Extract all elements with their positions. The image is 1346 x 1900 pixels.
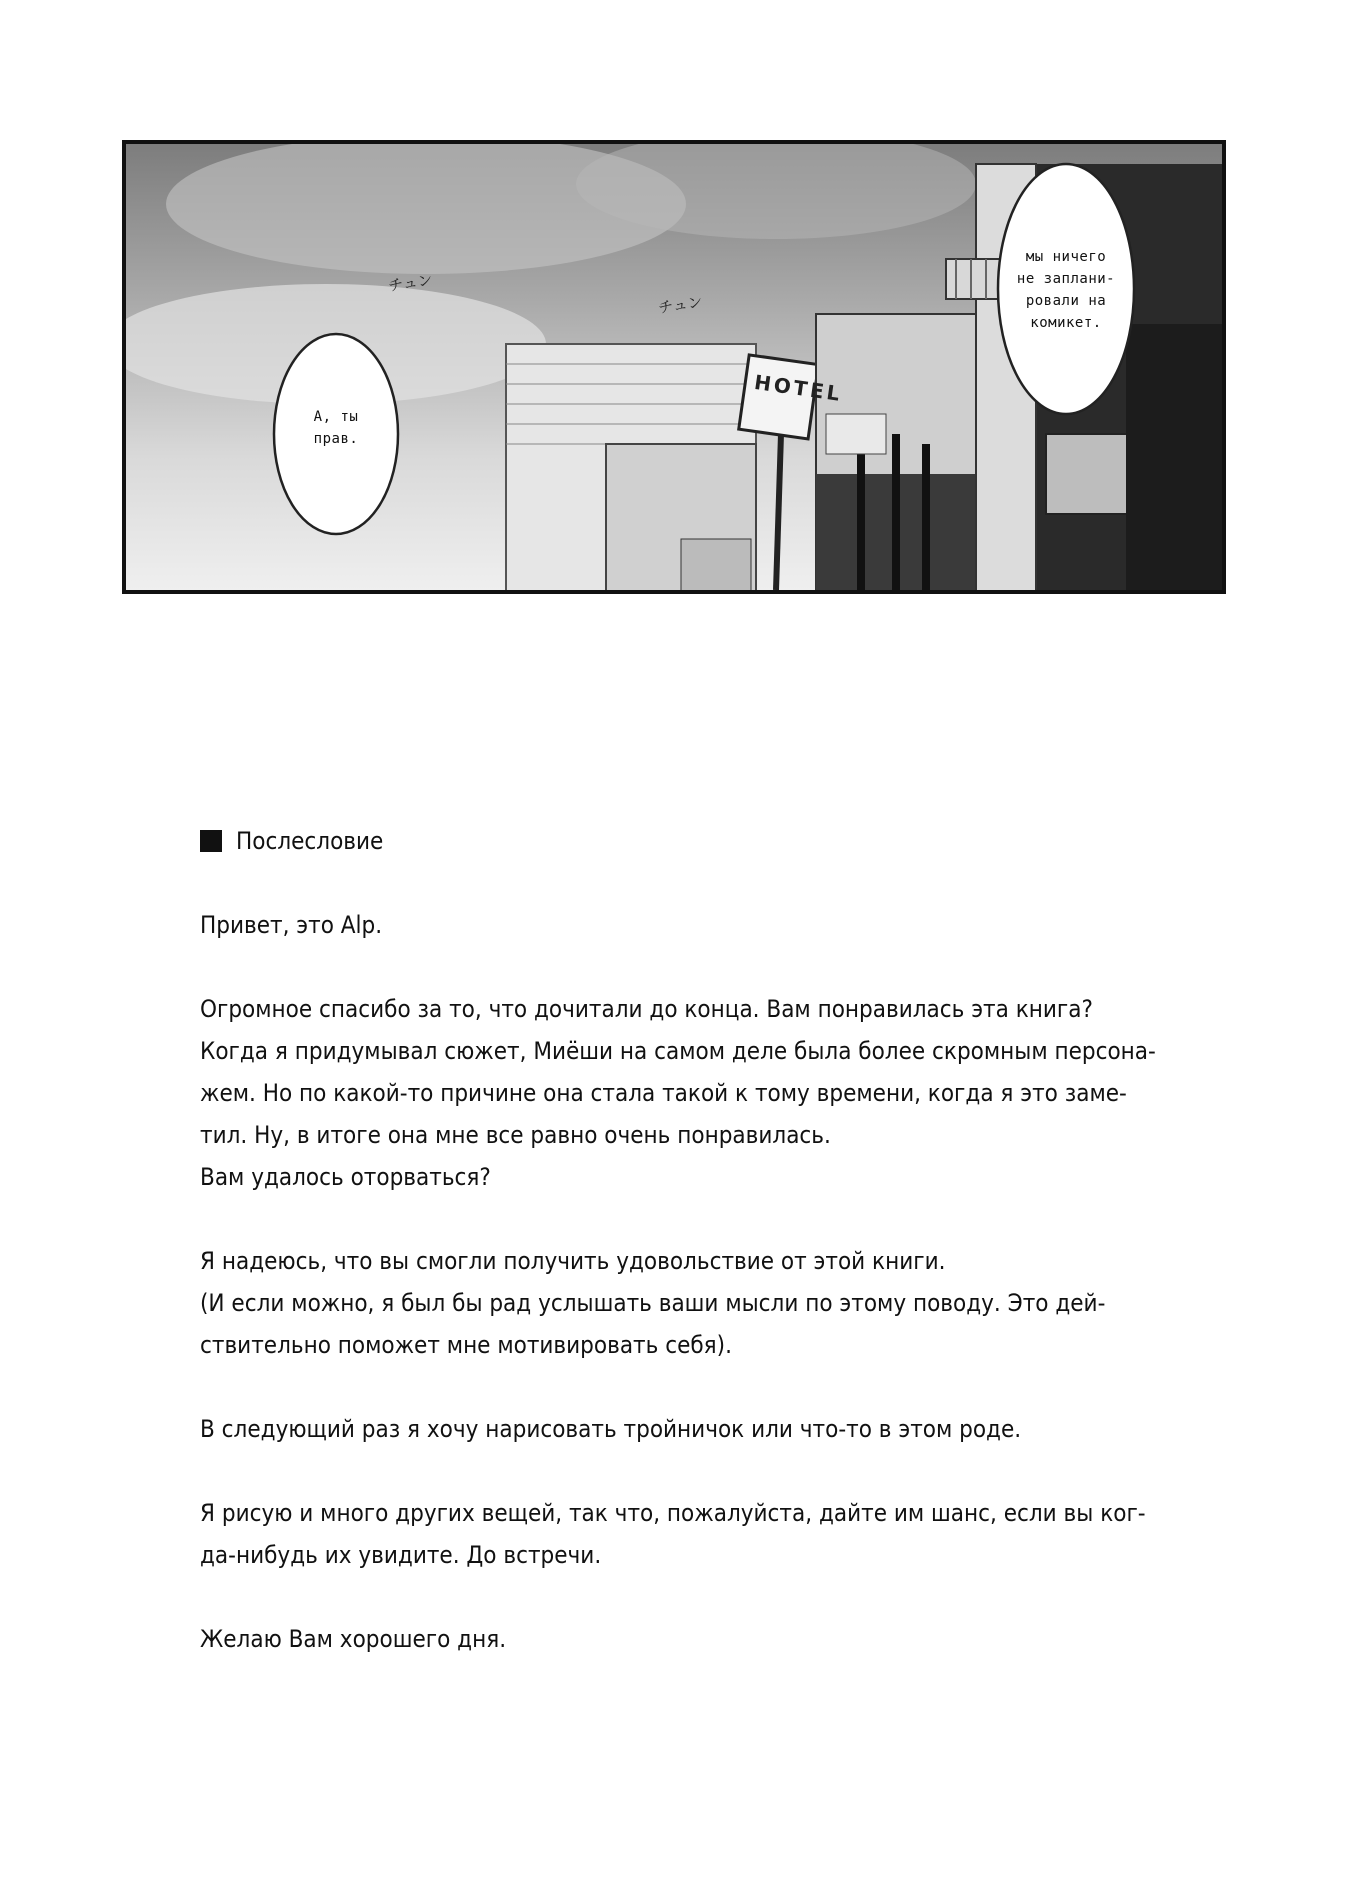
text-line: Огромное спасибо за то, что дочитали до конца. Вам понравилась эта книга? [200,995,1093,1023]
afterword-title: Послесловие [236,827,384,855]
bubble-line: не заплани- [1016,271,1116,287]
bubble-line: мы ничего [1025,249,1107,265]
bubble-line: А, ты [313,409,359,425]
city-illustration [126,144,1222,590]
sound-effect-2: チュン [657,292,704,318]
text-line: Я надеюсь, что вы смогли получить удовольствие от этой книги. [200,1247,946,1275]
bubble-line: прав. [313,431,359,447]
afterword-heading [200,820,1220,862]
hotel-sign: HOTEL [752,369,845,407]
paragraph [200,1408,1220,1450]
bubble-line: комикет. [1030,315,1102,331]
speech-bubble-right-text [998,246,1134,334]
text-line: Я рисую и много других вещей, так что, пожалуйста, дайте им шанс, если вы ког- [200,1499,1146,1527]
text-line: да-нибудь их увидите. До встречи. [200,1541,602,1569]
paragraph [200,1240,1220,1366]
afterword [200,820,1220,1702]
text-line: В следующий раз я хочу нарисовать тройничок или что-то в этом роде. [200,1415,1022,1443]
black-square-icon [200,830,222,852]
paragraph [200,904,1220,946]
text-line: Вам удалось оторваться? [200,1163,491,1191]
paragraph [200,988,1220,1198]
manga-panel [122,140,1226,594]
bubble-line: ровали на [1025,293,1107,309]
text-line: жем. Но по какой-то причине она стала такой к тому времени, когда я это заме- [200,1079,1127,1107]
paragraph [200,1618,1220,1660]
text-line: тил. Ну, в итоге она мне все равно очень понравилась. [200,1121,831,1149]
text-line: (И если можно, я был бы рад услышать ваши мысли по этому поводу. Это дей- [200,1289,1106,1317]
text-line: Когда я придумывал сюжет, Миёши на самом деле была более скромным персона- [200,1037,1156,1065]
paragraph [200,1492,1220,1576]
text-line: Желаю Вам хорошего дня. [200,1625,507,1653]
sound-effect-1: チュン [387,270,434,296]
text-line: ствительно поможет мне мотивировать себя). [200,1331,732,1359]
speech-bubble-left-text [288,406,384,450]
text-line: Привет, это Alp. [200,911,383,939]
